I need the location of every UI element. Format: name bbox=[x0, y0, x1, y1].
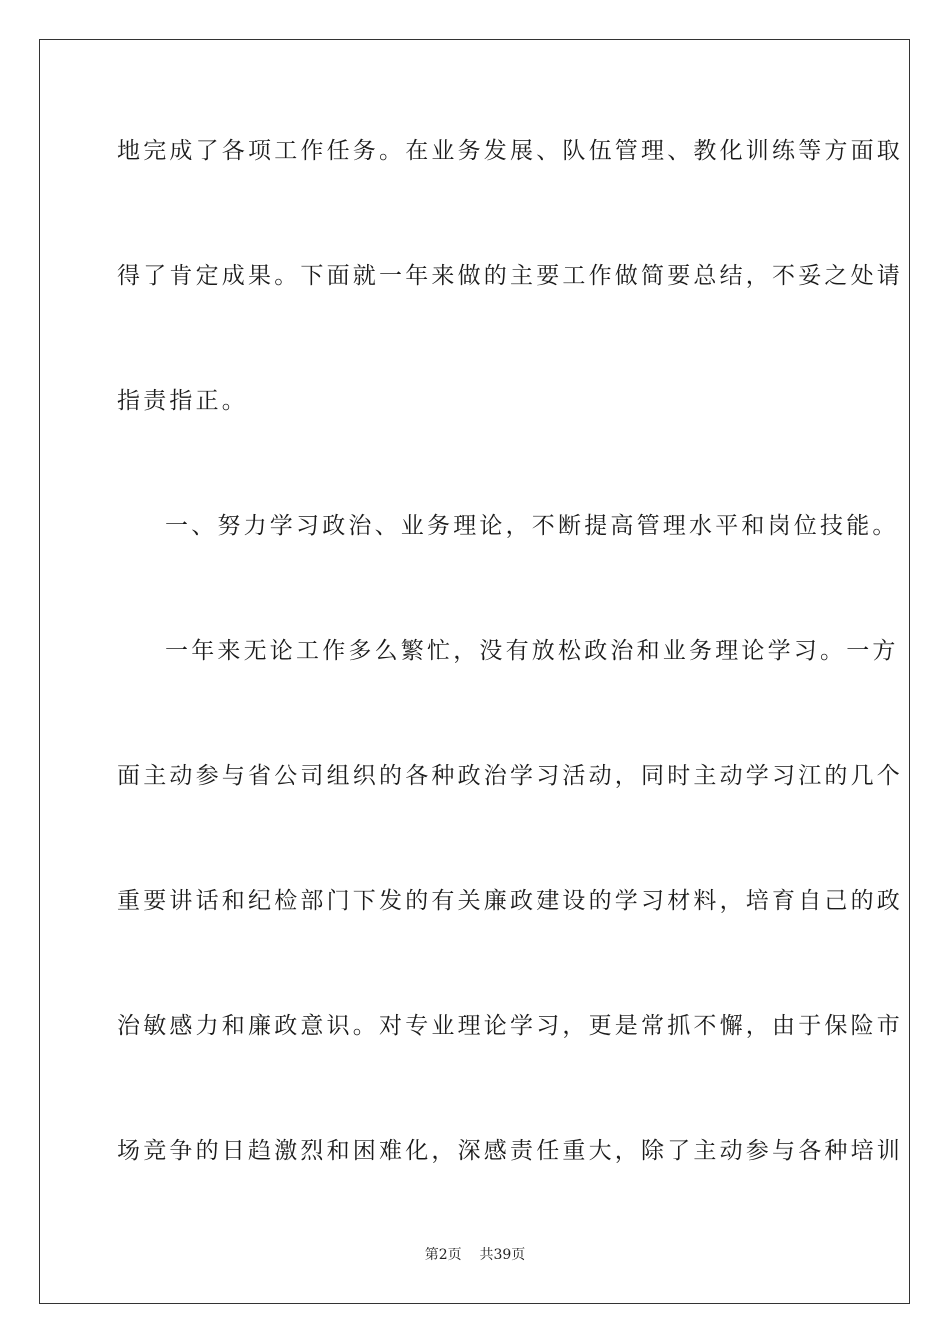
paragraph-first-line: 一年来无论工作多么繁忙，没有放松政治和业务理论学习。一方 bbox=[165, 638, 899, 664]
section-heading: 一、努力学习政治、业务理论，不断提高管理水平和岗位技能。 bbox=[165, 513, 899, 539]
page-footer bbox=[0, 1245, 950, 1265]
body-text-line: 地完成了各项工作任务。在业务发展、队伍管理、教化训练等方面取 bbox=[117, 138, 903, 164]
body-text-line: 面主动参与省公司组织的各种政治学习活动，同时主动学习江的几个 bbox=[117, 763, 903, 789]
page-total: 共39页 bbox=[479, 1247, 526, 1263]
body-text-line: 重要讲话和纪检部门下发的有关廉政建设的学习材料，培育自己的政 bbox=[117, 888, 903, 914]
page-number: 第2页 bbox=[424, 1247, 462, 1263]
body-text-line: 指责指正。 bbox=[117, 388, 248, 414]
body-text-line: 得了肯定成果。下面就一年来做的主要工作做简要总结，不妥之处请 bbox=[117, 263, 903, 289]
body-text-line: 场竞争的日趋激烈和困难化，深感责任重大，除了主动参与各种培训 bbox=[117, 1138, 903, 1164]
page-border bbox=[39, 39, 910, 1304]
body-text-line: 治敏感力和廉政意识。对专业理论学习，更是常抓不懈，由于保险市 bbox=[117, 1013, 903, 1039]
